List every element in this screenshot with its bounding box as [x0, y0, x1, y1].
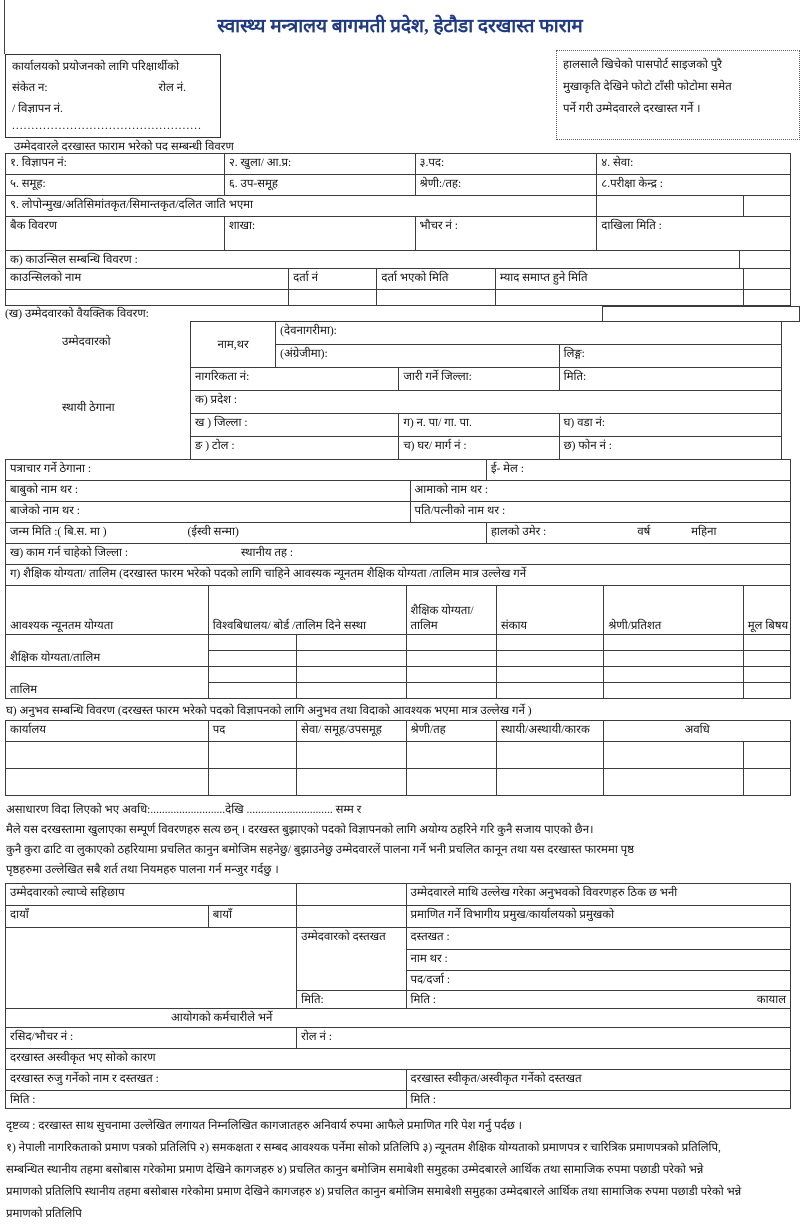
commission-heading-row — [5, 1008, 791, 1028]
deposit-date-field: दाखिला मिति : — [597, 217, 791, 251]
roll-no-label: रोल नं. — [158, 82, 186, 94]
fill-cell — [743, 769, 790, 796]
house-no-field: च) घर/ मार्ग नं : — [399, 437, 559, 460]
advert-no-label: / विज्ञापन नं. — [12, 103, 63, 115]
chief-name-field: नाम थर : — [406, 950, 790, 971]
work-district-label: ख) काम गर्न चाहेको जिल्ला : — [10, 547, 129, 559]
candidate-label: उम्मेदवारको — [62, 336, 111, 348]
verify-statement-line1: उम्मेदवारले माथि उल्लेख गरेका अनुभवको विवरणहरु ठिक छ भनी — [406, 884, 790, 906]
municipality-field: ग) न. पा/ गा. पा. — [399, 414, 559, 437]
table-row — [6, 565, 791, 586]
fill-cell — [208, 742, 296, 769]
dob-bs-label: जन्म मिति :( बि.स. मा ) — [10, 526, 107, 538]
table-row — [191, 368, 782, 391]
grandfather-name-field: बाजेको नाम थर : — [6, 502, 411, 523]
fill-cell — [297, 884, 406, 906]
top-boxes — [0, 42, 800, 138]
fill-cell — [597, 196, 744, 217]
min-qualification-header: आवश्यक न्यूनतम योग्यता — [6, 586, 209, 635]
table-row — [6, 175, 791, 196]
fill-cell — [743, 290, 790, 306]
thumb-print-box — [6, 928, 297, 1009]
personal-left-labels — [0, 322, 190, 460]
fill-cell — [743, 269, 790, 290]
father-name-field: बाबुको नाम थर : — [6, 481, 411, 502]
table-row — [6, 1028, 791, 1049]
photo-line3: पर्ने गरी उम्मेदवारले दरखास्त गर्ने । — [563, 103, 701, 115]
fill-cell — [406, 742, 496, 769]
fill-cell — [208, 667, 296, 683]
fill-cell — [604, 651, 744, 667]
candidate-date-field: मिति: — [297, 991, 406, 1009]
main-subject-header: मूल बिषय — [743, 586, 790, 635]
table-row — [6, 481, 791, 502]
reject-reason-field: दरखास्त अस्वीकृत भए सोको कारण — [6, 1049, 791, 1070]
class-level-header: श्रेणी/तह — [406, 721, 496, 742]
table-row — [6, 721, 791, 742]
office-use-line1: कार्यालयको प्रयोजनको लागि परिक्षार्थीको — [12, 61, 180, 73]
table-row — [6, 928, 791, 950]
citizenship-no-field: नागरिकता नं: — [191, 368, 399, 391]
fill-cell — [496, 683, 603, 699]
training-row-label: तालिम — [6, 667, 209, 699]
fill-cell — [289, 290, 377, 306]
council-section-heading: क) काउन्सिल सम्बन्धि विवरण : — [6, 251, 740, 269]
group-field: ५. समूह: — [6, 175, 225, 196]
fill-cell — [743, 683, 790, 699]
advert-no-field: १. विज्ञापन नं: — [6, 154, 225, 175]
mother-name-field: आमाको नाम थर : — [410, 481, 790, 502]
open-internal-field: २. खुला/ आ.प्र: — [224, 154, 415, 175]
table-row — [191, 322, 782, 345]
experience-table — [5, 720, 791, 796]
table-row — [6, 884, 791, 906]
fill-cell — [604, 769, 744, 796]
post-details-table — [5, 153, 791, 251]
fill-cell — [377, 290, 495, 306]
table-row — [6, 196, 791, 217]
office-text-fragment: कायाल — [756, 994, 786, 1006]
council-expiry-header: म्याद समाप्त हुने मिति — [495, 269, 743, 290]
checker-name-field: दरखास्त रुजु गर्नेको नाम र दस्तखत : — [6, 1070, 407, 1091]
footer-note-line3: सम्बन्धित स्थानीय तहमा बसोबास गरेकोमा प्रमाण देखिने कागजहरु ४) प्रचलित कानुन बमोजिम समाबेशी समुहका उम्मेदबारले आर्थिक तथा सामाजिक रुपमा पछाडी परेको भन्ने — [6, 1164, 704, 1176]
office-header: कार्यालय — [6, 721, 209, 742]
fill-cell — [743, 635, 790, 651]
fill-cell — [406, 769, 496, 796]
table-row — [191, 437, 782, 460]
faculty-header: संकाय — [496, 586, 603, 635]
division-percent-header: श्रेणी/प्रतिशत — [604, 586, 744, 635]
chief-date-label: मिति : — [410, 994, 436, 1006]
fill-cell — [743, 742, 790, 769]
university-board-header: विश्वबिधालय/ बोर्ड /तालिम दिने सस्था — [208, 586, 406, 635]
photo-line1: हालसालै खिचेको पासपोर्ट साइजको पुरै — [563, 59, 722, 71]
office-use-box — [5, 54, 221, 138]
exam-center-field: ८.परीक्षा केन्द्र : — [597, 175, 791, 196]
personal-section-heading-row — [5, 307, 800, 322]
fill-cell — [297, 742, 406, 769]
personal-section-heading: (ख) उम्मेदवारको वैयक्तिक विवरण: — [5, 308, 149, 320]
father-row — [5, 480, 791, 502]
extraordinary-leave-line: असाधारण विदा लिएको भए अवधि:..........................देखि .............................. सम्म र — [6, 804, 362, 816]
table-row — [6, 502, 791, 523]
personal-details-table — [190, 321, 782, 460]
permanent-address-label: स्थायी ठेगाना — [62, 402, 115, 414]
fill-cell — [406, 651, 496, 667]
spouse-name-field: पति/पत्नीको नाम थर : — [410, 502, 790, 523]
marginalized-caste-field: ९. लोपोन्मुख/अतिसिमांतकृत/सिमान्तकृत/दलित जाति भएमा — [6, 196, 597, 217]
fill-cell — [604, 635, 744, 651]
right-thumb-label: दायाँ — [6, 906, 209, 928]
fill-cell — [297, 683, 406, 699]
receipt-voucher-field: रसिद/भौचर नं : — [6, 1028, 297, 1049]
gender-field: लिङ्ग: — [559, 345, 781, 368]
ward-no-field: घ) वडा नं: — [559, 414, 781, 437]
work-district-field — [6, 544, 791, 565]
issue-district-field: जारी गर्ने जिल्ला: — [399, 368, 559, 391]
fill-cell — [208, 651, 296, 667]
table-row — [191, 414, 782, 437]
grandfather-row — [5, 501, 791, 523]
council-regno-header: दर्ता नं — [289, 269, 377, 290]
dotted-line: ................................................. — [12, 120, 202, 132]
name-english-field: (अंग्रेजीमा): — [276, 345, 559, 368]
council-table — [5, 268, 791, 306]
table-row — [191, 345, 782, 368]
table-row — [6, 544, 791, 565]
fill-cell — [496, 667, 603, 683]
fill-cell — [743, 651, 790, 667]
chief-signature-field: दस्तखत : — [406, 928, 790, 950]
education-heading-row — [5, 564, 791, 586]
fill-cell — [743, 196, 790, 217]
education-row-label: शैक्षिक योग्यता/तालिम — [6, 635, 209, 667]
dob-row — [5, 522, 791, 544]
declaration-para3: पृष्ठहरुमा उल्लेखित सबै शर्त तथा नियमहरु पालना गर्न मन्जुर गर्दछु । — [6, 864, 279, 876]
local-level-label: स्थानीय तह : — [240, 547, 294, 559]
chief-post-field: पद/दर्जा : — [406, 971, 790, 991]
council-heading-row — [5, 250, 791, 269]
chief-date-field — [406, 991, 790, 1009]
table-row — [6, 1070, 791, 1091]
reject-reason-row — [5, 1048, 791, 1070]
commission-date-row — [5, 1090, 791, 1109]
service-field: ४. सेवा: — [597, 154, 791, 175]
fill-cell — [604, 742, 744, 769]
fill-cell — [496, 651, 603, 667]
fill-cell — [6, 769, 209, 796]
education-section-heading: ग) शैक्षिक योग्यता/ तालिम (दरखास्त फारम भरेको पदको लागि चाहिने आवस्यक न्यूनतम शैक्षिक योग्यता /तालिम मात्र उल्लेख गर्ने — [6, 565, 791, 586]
declaration-para2: कुनै कुरा ढाटि वा लुकाएको ठहरियामा प्रचलित कानुन बमोजिम सहनेछु/ बुझाउनेछु उम्मेदवारलें पालना गर्ने भनी प्रचलित कानून तथा यस दरखास्त फारममा पृष्ठ — [6, 844, 634, 856]
experience-section-heading: घ) अनुभव सम्बन्धि विवरण (दरखस्त फारम भरेको पदको विज्ञापनको लागि अनुभव तथा विदाको आवश्यक भएमा मात्र उल्लेख गर्ने ) — [6, 705, 532, 717]
table-row — [6, 906, 791, 928]
fill-cell — [297, 635, 406, 651]
table-row — [6, 586, 791, 635]
left-thumb-label: बायाँ — [208, 906, 296, 928]
table-row — [6, 523, 791, 544]
tole-field: ङ ) टोल : — [191, 437, 399, 460]
page-title: स्वास्थ्य मन्त्रालय बागमती प्रदेश, हेटौडा दरखास्त फाराम — [217, 16, 583, 37]
fill-cell — [406, 635, 496, 651]
fill-cell — [406, 667, 496, 683]
declaration-para1: मैले यस दरखस्तामा खुलाएका सम्पूर्ण विवरणहरु सत्य छन् । दरखस्त बुझाएको पदको विज्ञापनको लागि अयोग्य ठहरिने गरि कुनै सजाय पाएको छैन। — [6, 824, 594, 836]
photo-line2: मुखाकृति देखिने फोटो टाँसी फोटोमा समेत — [563, 81, 732, 93]
dob-field — [6, 523, 487, 544]
fill-cell — [297, 906, 406, 928]
branch-field: शाखा: — [224, 217, 415, 251]
post-field: ३.पद: — [415, 154, 597, 175]
post-section-heading: उम्मेदवारले दरखास्त फाराम भरेको पद सम्बन्धी विवरण — [14, 141, 234, 153]
receipt-row — [5, 1027, 791, 1049]
checker-row — [5, 1069, 791, 1091]
bank-details-field: बैक विवरण — [6, 217, 225, 251]
issue-date-field: मिति: — [559, 368, 781, 391]
mailing-address-field: पत्राचार गर्ने ठेगाना : — [6, 460, 487, 481]
roll-no-field: रोल नं : — [297, 1028, 791, 1049]
table-row — [6, 154, 791, 175]
thumb-print-heading: उम्मेदवारको ल्याप्चे सहिछाप — [6, 884, 297, 906]
footer-notes — [6, 1115, 800, 1225]
fill-cell — [406, 683, 496, 699]
table-row — [6, 251, 791, 269]
checker-date-field: मिति : — [6, 1091, 407, 1109]
table-row — [6, 460, 791, 481]
email-field: ई- मेल : — [486, 460, 790, 481]
name-devnagari-field: (देवनागरीमा): — [276, 322, 782, 345]
fill-cell — [297, 651, 406, 667]
code-no-label: संकेत न: — [12, 82, 48, 94]
age-field — [486, 523, 790, 544]
dob-ad-label: (ईस्वी सन्मा) — [187, 526, 239, 538]
table-row — [6, 217, 791, 251]
footer-note-line1: दृष्टव्य : दरखास्त साथ सुचनामा उल्लेखित लगायत निम्नलिखित कागजातहरु अनिवार्य रुपमा आफैले प्रमाणित गरि पेश गर्नु पर्दछ । — [6, 1120, 523, 1132]
voucher-no-field: भौचर नं : — [415, 217, 597, 251]
fill-cell — [6, 742, 209, 769]
personal-details-block — [0, 322, 800, 460]
district-field: ख ) जिल्ला : — [191, 414, 399, 437]
photo-instruction-box — [556, 50, 800, 140]
table-row — [6, 742, 791, 769]
fill-cell — [208, 683, 296, 699]
province-field: क) प्रदेश : — [191, 391, 782, 414]
name-label: नाम,थर — [191, 322, 276, 368]
table-row — [6, 1009, 791, 1028]
fill-cell — [208, 769, 296, 796]
footer-note-line2: १) नेपाली नागरिकताको प्रमाण पत्रको प्रतिलिपि २) समकक्षता र सम्बद आवश्यक पर्नेमा सोको प्रतिलिपि ३) न्यूनतम शैक्षिक योग्यताको प्रमाणपत्र र चारित्रिक प्रमाणपत्रको प्रतिलिपि, — [6, 1142, 721, 1154]
duration-header: अवधि — [604, 721, 791, 742]
table-row — [6, 1049, 791, 1070]
table-row — [6, 290, 791, 306]
fill-cell — [208, 635, 296, 651]
approver-signature-field: दरखास्त स्वीकृत/अस्वीकृत गर्नेको दस्तखत — [406, 1070, 790, 1091]
table-row — [6, 269, 791, 290]
fill-cell — [602, 306, 800, 322]
approver-date-field: मिति : — [406, 1091, 790, 1109]
fill-cell — [495, 290, 743, 306]
council-regdate-header: दर्ता भएको मिति — [377, 269, 495, 290]
class-level-field: श्रेणी:/तह: — [415, 175, 597, 196]
work-district-row — [5, 543, 791, 565]
edu-qualification-header: शैक्षिक योग्यता/तालिम — [406, 586, 496, 635]
phone-no-field: छ) फोन नं : — [559, 437, 781, 460]
table-row — [6, 1091, 791, 1109]
verify-statement-line2: प्रमाणित गर्ने विभागीय प्रमुख/कार्यालयको प्रमुखको — [406, 906, 790, 928]
candidate-signature-label: उम्मेदवारको दस्तखत — [297, 928, 406, 991]
footer-note-line4: प्रमाणको प्रतिलिपि स्थानीय तहमा बसोबास गरेकोमा प्रमाण देखिने कागजहरु ४) प्रचलित कानुन बमोजिम समाबेशी समुहका उम्मेदबारले आर्थिक तथा सामाजिक रुपमा पछाडी परेको भन्ने — [6, 1186, 742, 1198]
fill-cell — [496, 769, 603, 796]
table-row — [6, 667, 791, 683]
commission-section-heading: आयोगको कर्मचारीले भर्ने — [6, 1009, 791, 1028]
footer-note-line5: प्रमाणको प्रतिलिपि — [6, 1208, 82, 1220]
years-label: वर्ष — [637, 526, 651, 538]
fill-cell — [297, 667, 406, 683]
table-row — [6, 769, 791, 796]
service-group-header: सेवा/ समूह/उपसमूह — [297, 721, 406, 742]
fill-cell — [496, 742, 603, 769]
permanent-temp-header: स्थायी/अस्थायी/कारक — [496, 721, 603, 742]
fill-cell — [739, 251, 790, 269]
mailing-row — [5, 459, 791, 481]
table-row — [6, 635, 791, 651]
current-age-label: हालको उमेर : — [490, 526, 547, 538]
fill-cell — [496, 635, 603, 651]
fill-cell — [604, 667, 744, 683]
subgroup-field: ६. उप-समूह — [224, 175, 415, 196]
education-table — [5, 585, 791, 699]
table-row — [191, 391, 782, 414]
signature-table — [5, 883, 791, 1009]
fill-cell — [6, 290, 289, 306]
council-name-header: काउन्सिलको नाम — [6, 269, 289, 290]
months-label: महिना — [691, 526, 717, 538]
post-header: पद — [208, 721, 296, 742]
fill-cell — [743, 667, 790, 683]
fill-cell — [297, 769, 406, 796]
fill-cell — [604, 683, 744, 699]
